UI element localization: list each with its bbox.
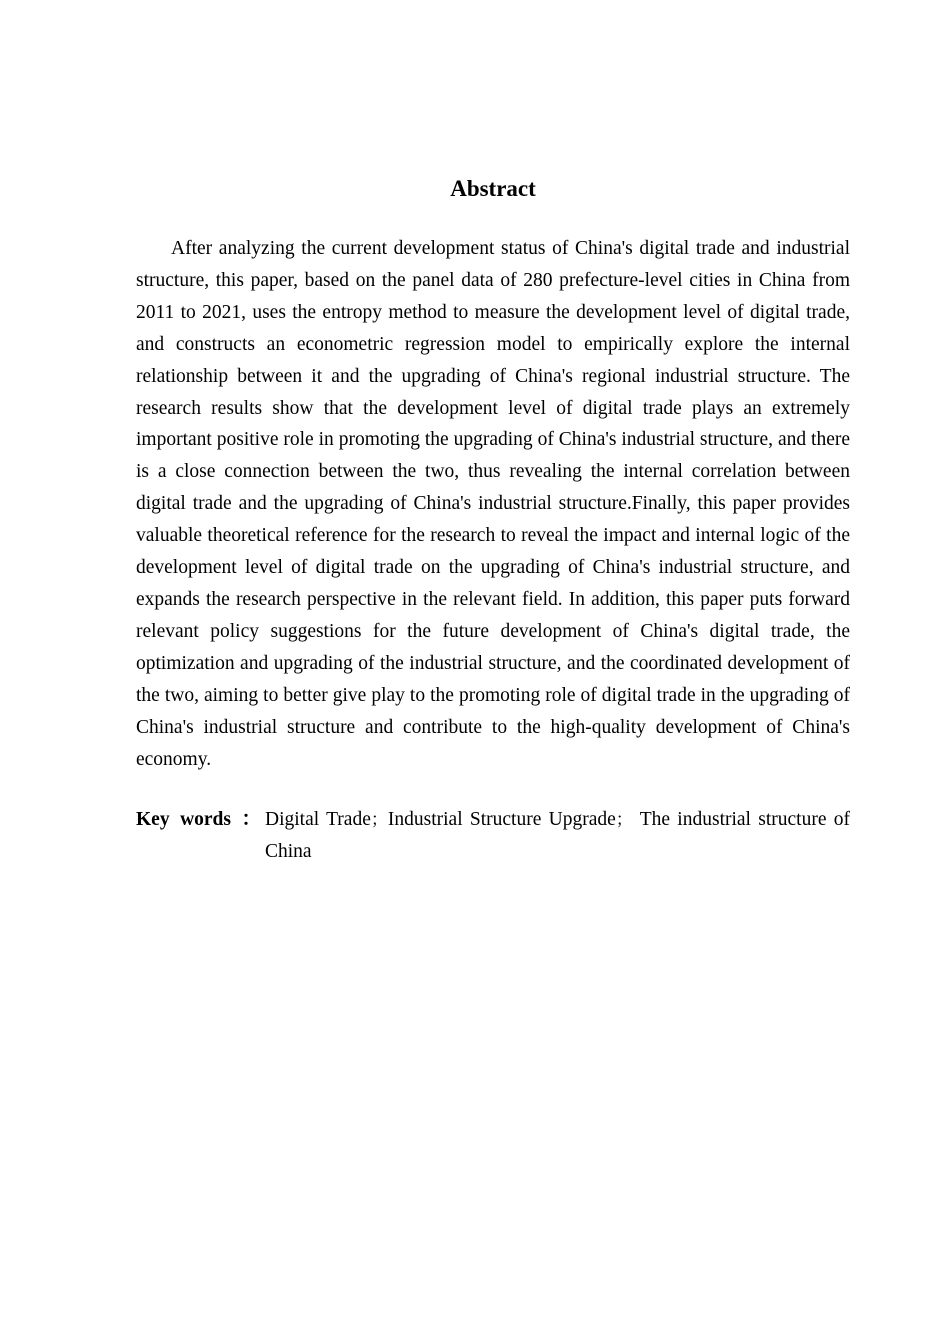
keywords-list [265,804,850,868]
abstract-section [136,172,850,868]
keywords-label [136,804,265,836]
keywords-label-words: words [180,809,231,831]
keywords-label-colon: ： [241,809,261,831]
keyword-item: Digital Trade [265,809,371,831]
keywords-label-key: Key [136,809,170,831]
abstract-title: Abstract [450,176,536,201]
keyword-separator: ； [615,810,633,830]
keyword-separator: ； [370,810,388,830]
keyword-item: The industrial structure of China [265,809,850,863]
abstract-paragraph: After analyzing the current development status of China's digital trade and industrial structure, this paper, based on the panel data of 280 prefecture-level cities in China from 2011 to 2021, uses the entropy method to measure the development level of digital trade, and constructs an econometric regression model to empirically explore the internal relationship between it and the upgrading of China's regional industrial structure. The research results show that the development level of digital trade plays an extremely important positive role in promoting the upgrading of China's industrial structure, and there is a close connection between the two, thus revealing the internal correlation between digital trade and the upgrading of China's industrial structure.Finally, this paper provides valuable theoretical reference for the research to reveal the impact and internal logic of the development level of digital trade on the upgrading of China's industrial structure, and expands the research perspective in the relevant field. In addition, this paper puts forward relevant policy suggestions for the future development of China's digital trade, the optimization and upgrading of the industrial structure, and the coordinated development of the two, aiming to better give play to the promoting role of digital trade in the upgrading of China's industrial structure and contribute to the high-quality development of China's economy. [136,238,850,770]
keywords-block [136,804,850,868]
keyword-item: Industrial Structure Upgrade [387,809,616,831]
